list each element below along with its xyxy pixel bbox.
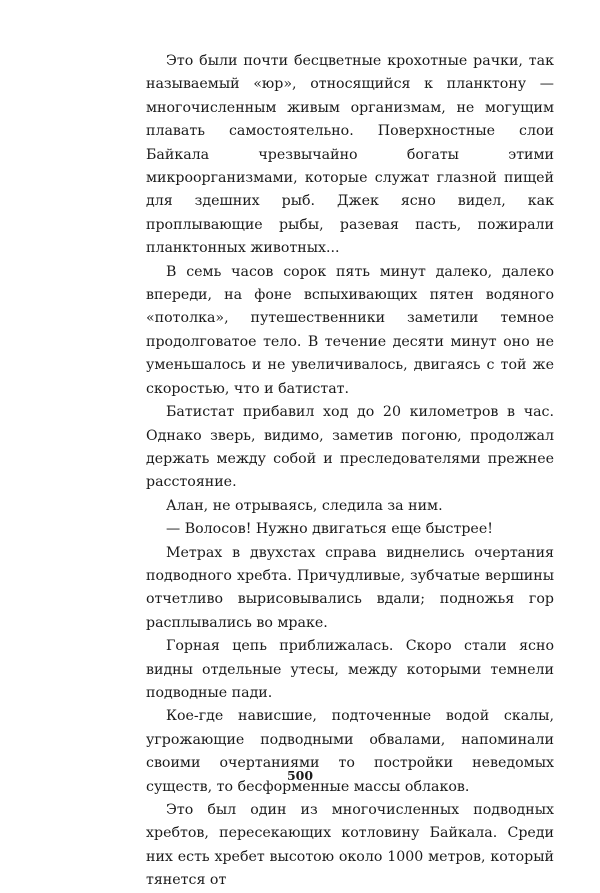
body-text [146, 50, 554, 893]
paragraph: В семь часов сорок пять минут далеко, далеко впереди, на фоне вспыхивающих пятен водяного «потолка», путешественники заметили темное продолговатое тело. В течение десяти минут оно не уменьшалось и не увеличивалось, двигаясь с той же скоростью, что и батистат. [146, 263, 554, 397]
page-number: 500 [286, 768, 314, 783]
paragraph: Это были почти бесцветные крохотные рачки, так называемый «юр», относящийся к планктону — многочисленным живым организмам, не могущим плавать самостоятельно. Поверхностные слои Байкала чрезвычайно богаты этими микроорганизмами, которые служат глазной пищей для здешних рыб. Джек ясно видел, как проплывающие рыбы, разевая пасть, пожирали планктонных животных... [146, 53, 554, 257]
paragraph: Горная цепь приближалась. Скоро стали ясно видны отдельные утесы, между которыми темнели подводные пади. [146, 638, 554, 701]
paragraph: Кое-где нависшие, подточенные водой скалы, угрожающие подводными обвалами, напоминали своими очертаниями то постройки неведомых существ, то бесформенные массы облаков. [146, 708, 554, 795]
paragraph: Это был один из многочисленных подводных хребтов, пересекающих котловину Байкала. Среди них есть хребет высотою около 1000 метров, который тянется от [146, 802, 554, 889]
paragraph: Метрах в двухстах справа виднелись очертания подводного хребта. Причудливые, зубчатые вершины отчетливо вырисовывались вдали; подножья гор расплывались во мраке. [146, 544, 554, 631]
dialogue-line: — Волосов! Нужно двигаться еще быстрее! [166, 521, 493, 538]
paragraph: Батистат прибавил ход до 20 километров в час. Однако зверь, видимо, заметив погоню, продолжал держать между собой и преследователями прежнее расстояние. [146, 404, 554, 491]
paragraph: Алан, не отрываясь, следила за ним. [166, 497, 443, 514]
